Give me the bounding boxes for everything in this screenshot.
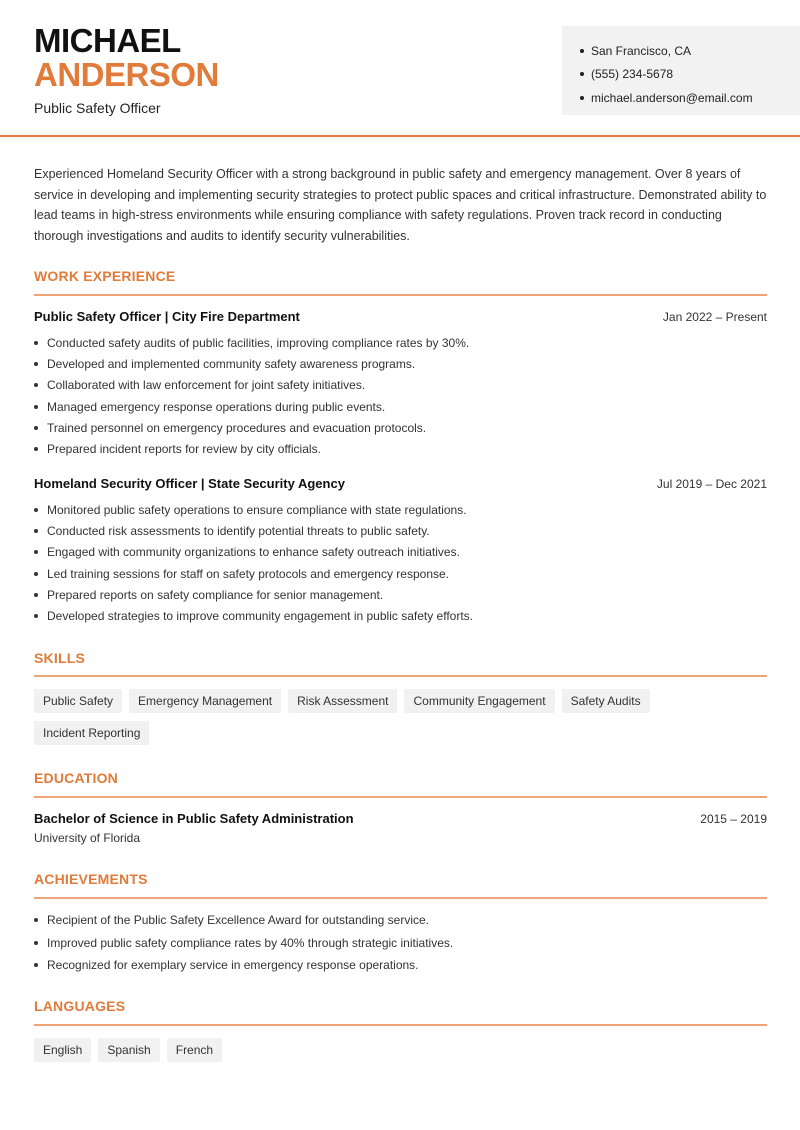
bullet-icon	[34, 508, 38, 512]
bullet-icon	[580, 72, 584, 76]
section-title-languages: LANGUAGES	[34, 998, 126, 1014]
bullet-icon	[34, 405, 38, 409]
bullet-icon	[34, 593, 38, 597]
phone-text: (555) 234-5678	[591, 67, 674, 82]
bullet-icon	[34, 550, 38, 554]
skill-tag: Risk Assessment	[288, 689, 397, 713]
skills-tags	[34, 689, 769, 745]
list-item: Developed strategies to improve community engagement in public safety efforts.	[34, 605, 769, 626]
list-item: Developed and implemented community safety awareness programs.	[34, 353, 769, 374]
list-item: Recognized for exemplary service in emergency response operations.	[34, 954, 769, 977]
list-item: Conducted safety audits of public facilities, improving compliance rates by 30%.	[34, 332, 769, 353]
bullet-icon	[34, 426, 38, 430]
last-name: ANDERSON	[34, 56, 219, 93]
bullet-icon	[34, 362, 38, 366]
contact-phone	[580, 63, 800, 87]
first-name: MICHAEL	[34, 22, 181, 59]
section-title-skills: SKILLS	[34, 650, 85, 666]
bullet-icon	[34, 614, 38, 618]
job-bullets-2	[34, 499, 769, 627]
list-item: Trained personnel on emergency procedures and evacuation protocols.	[34, 417, 769, 438]
job-dates-1: Jan 2022 – Present	[662, 310, 767, 324]
bullet-icon	[34, 383, 38, 387]
list-item: Led training sessions for staff on safety protocols and emergency response.	[34, 563, 769, 584]
email-link[interactable]: michael.anderson@email.com	[591, 90, 753, 105]
skill-tag: Community Engagement	[404, 689, 554, 713]
section-title-work: WORK EXPERIENCE	[34, 268, 176, 284]
bullet-icon	[34, 963, 38, 967]
list-item: Prepared reports on safety compliance for senior management.	[34, 584, 769, 605]
bullet-icon	[580, 49, 584, 53]
language-tags	[34, 1038, 769, 1062]
bullet-icon	[34, 918, 38, 922]
achievements-list	[34, 909, 769, 977]
bullet-icon	[34, 529, 38, 533]
list-item: Prepared incident reports for review by city officials.	[34, 438, 769, 459]
section-divider	[34, 294, 767, 296]
location-text: San Francisco, CA	[591, 43, 692, 58]
section-title-achievements: ACHIEVEMENTS	[34, 871, 148, 887]
skill-tag: Safety Audits	[562, 689, 650, 713]
list-item: Engaged with community organizations to enhance safety outreach initiatives.	[34, 542, 769, 563]
bullet-icon	[34, 341, 38, 345]
bullet-icon	[34, 941, 38, 945]
school-name: University of Florida	[34, 831, 141, 845]
education-dates: 2015 – 2019	[700, 812, 767, 826]
contact-box	[562, 26, 800, 115]
language-tag: French	[167, 1038, 222, 1062]
section-divider	[34, 675, 767, 677]
skill-tag: Public Safety	[34, 689, 122, 713]
bullet-icon	[34, 447, 38, 451]
job-title-2: Homeland Security Officer | State Security Agency	[34, 476, 345, 491]
job-dates-2: Jul 2019 – Dec 2021	[656, 477, 767, 491]
section-divider	[34, 1024, 767, 1026]
section-title-education: EDUCATION	[34, 770, 118, 786]
skill-tag: Emergency Management	[129, 689, 281, 713]
list-item: Collaborated with law enforcement for joint safety initiatives.	[34, 375, 769, 396]
resume-header	[0, 0, 800, 137]
job-bullets-1	[34, 332, 769, 460]
bullet-icon	[34, 572, 38, 576]
bullet-icon	[580, 96, 584, 100]
job-title: Public Safety Officer	[34, 100, 161, 116]
list-item: Conducted risk assessments to identify potential threats to public safety.	[34, 520, 769, 541]
section-divider	[34, 796, 767, 798]
contact-email[interactable]	[580, 86, 800, 110]
list-item: Monitored public safety operations to ensure compliance with state regulations.	[34, 499, 769, 520]
job-title-1: Public Safety Officer | City Fire Department	[34, 309, 300, 324]
contact-location	[580, 39, 800, 63]
skill-tag: Incident Reporting	[34, 721, 149, 745]
list-item: Recipient of the Public Safety Excellence Award for outstanding service.	[34, 909, 769, 932]
language-tag: Spanish	[98, 1038, 159, 1062]
list-item: Managed emergency response operations during public events.	[34, 396, 769, 417]
language-tag: English	[34, 1038, 91, 1062]
list-item: Improved public safety compliance rates by 40% through strategic initiatives.	[34, 932, 769, 955]
degree-title: Bachelor of Science in Public Safety Administration	[34, 811, 354, 826]
summary: Experienced Homeland Security Officer with a strong background in public safety and emergency management. Over 8 years of service in developing and implementing security strategies to protect public spaces and critical infrastructure. Demonstrated ability to lead teams in high-stress environments while ensuring compliance with safety regulations. Proven track record in conducting thorough investigations and audits to identify security vulnerabilities.	[34, 167, 767, 244]
section-divider	[34, 897, 767, 899]
